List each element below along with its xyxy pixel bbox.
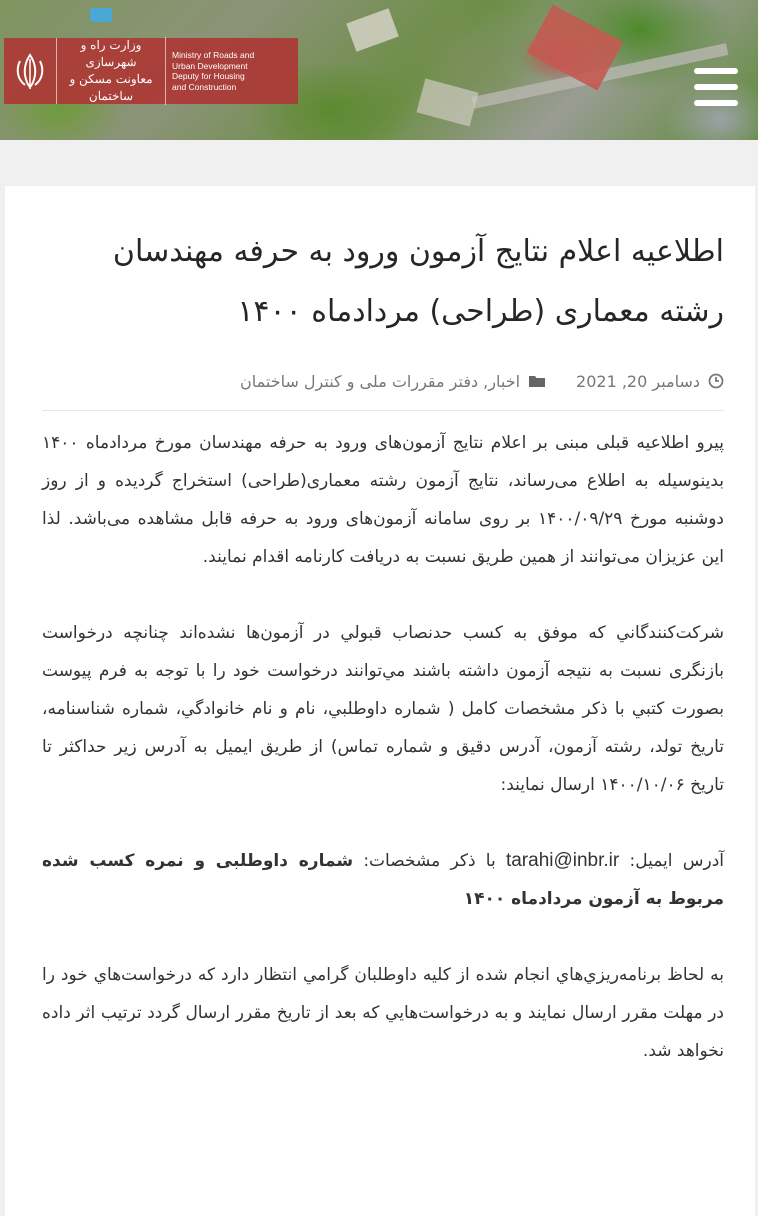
email-required-fields: شماره داوطلبی و نمره کسب شده مربوط به آزمون مردادماه ۱۴۰۰ [42, 851, 724, 909]
email-label: آدرس ایمیل: [619, 851, 725, 871]
meta-divider [42, 410, 724, 411]
aerial-building [416, 78, 478, 126]
logo-persian-text: وزارت راه و شهرسازی معاونت مسکن و ساختمان [57, 37, 166, 105]
clock-icon [708, 373, 724, 389]
post-categories-link[interactable]: اخبار, دفتر مقررات ملی و کنترل ساختمان [239, 371, 521, 391]
logo-english-text: Ministry of Roads and Urban Development Deputy for Housing and Construction [172, 50, 255, 92]
paragraph: پیرو اطلاعیه قبلی مبنی بر اعلام نتایج آزمون‌های ورود به حرفه مهندسان مورخ مردادماه ۱۴۰۰ بدینوسیله به اطلاع می‌رساند، نتایج آزمون رشته معماری(طراحی) استخراج گردیده و از روز دوشنبه مورخ ۱۴۰۰/۰۹/۲۹ بر روی سامانه آزمون‌های ورود به حرفه قابل مشاهده می‌باشد. لذا این عزیزان می‌توانند از همین طریق نسبت به دریافت کارنامه اقدام نمایند. [42, 433, 724, 567]
hamburger-menu-icon[interactable] [694, 68, 738, 106]
aerial-building [346, 8, 399, 52]
article-card [5, 186, 755, 1216]
aerial-pool [90, 8, 112, 22]
folder-icon [528, 374, 546, 388]
article-meta [42, 366, 724, 396]
iran-emblem-icon [4, 38, 57, 104]
article-title: اطلاعیه اعلام نتایج آزمون ورود به حرفه مهندسان رشته معماری (طراحی) مردادماه ۱۴۰۰ [112, 234, 724, 329]
paragraph: به لحاظ برنامه‌ريزي‌هاي انجام شده از کليه داوطلبان گرامي انتظار دارد که درخواست‌هاي خود را در مهلت مقرر ارسال نمايند و به درخواست‌هايي که بعد از تاريخ مقرر ارسال گردد ترتيب اثر داده نخواهد شد. [42, 965, 724, 1061]
email-middle-text: با ذکر مشخصات: [353, 851, 496, 871]
site-header [0, 0, 758, 140]
post-date: دسامبر 20, 2021 [576, 371, 700, 391]
article-content [42, 424, 724, 1108]
email-paragraph [42, 842, 724, 918]
email-link[interactable]: tarahi@inbr.ir [505, 850, 620, 871]
paragraph: شرکت‌کنندگاني که موفق به کسب حدنصاب قبولي در آزمون‌ها نشده‌اند چنانچه درخواست بازنگری نسبت به نتیجه آزمون داشته باشند مي‌توانند درخواست خود را با توجه به فرم پیوست بصورت کتبي با ذکر مشخصات کامل ( شماره داوطلبي، نام و نام خانوادگي، شماره شناسنامه، تاريخ تولد، رشته آزمون، آدرس دقيق و شماره تماس) از طریق ایمیل به آدرس زیر حداکثر تا تاریخ ۱۴۰۰/۱۰/۰۶ ارسال نمایند: [42, 623, 724, 795]
site-logo[interactable] [4, 38, 298, 104]
